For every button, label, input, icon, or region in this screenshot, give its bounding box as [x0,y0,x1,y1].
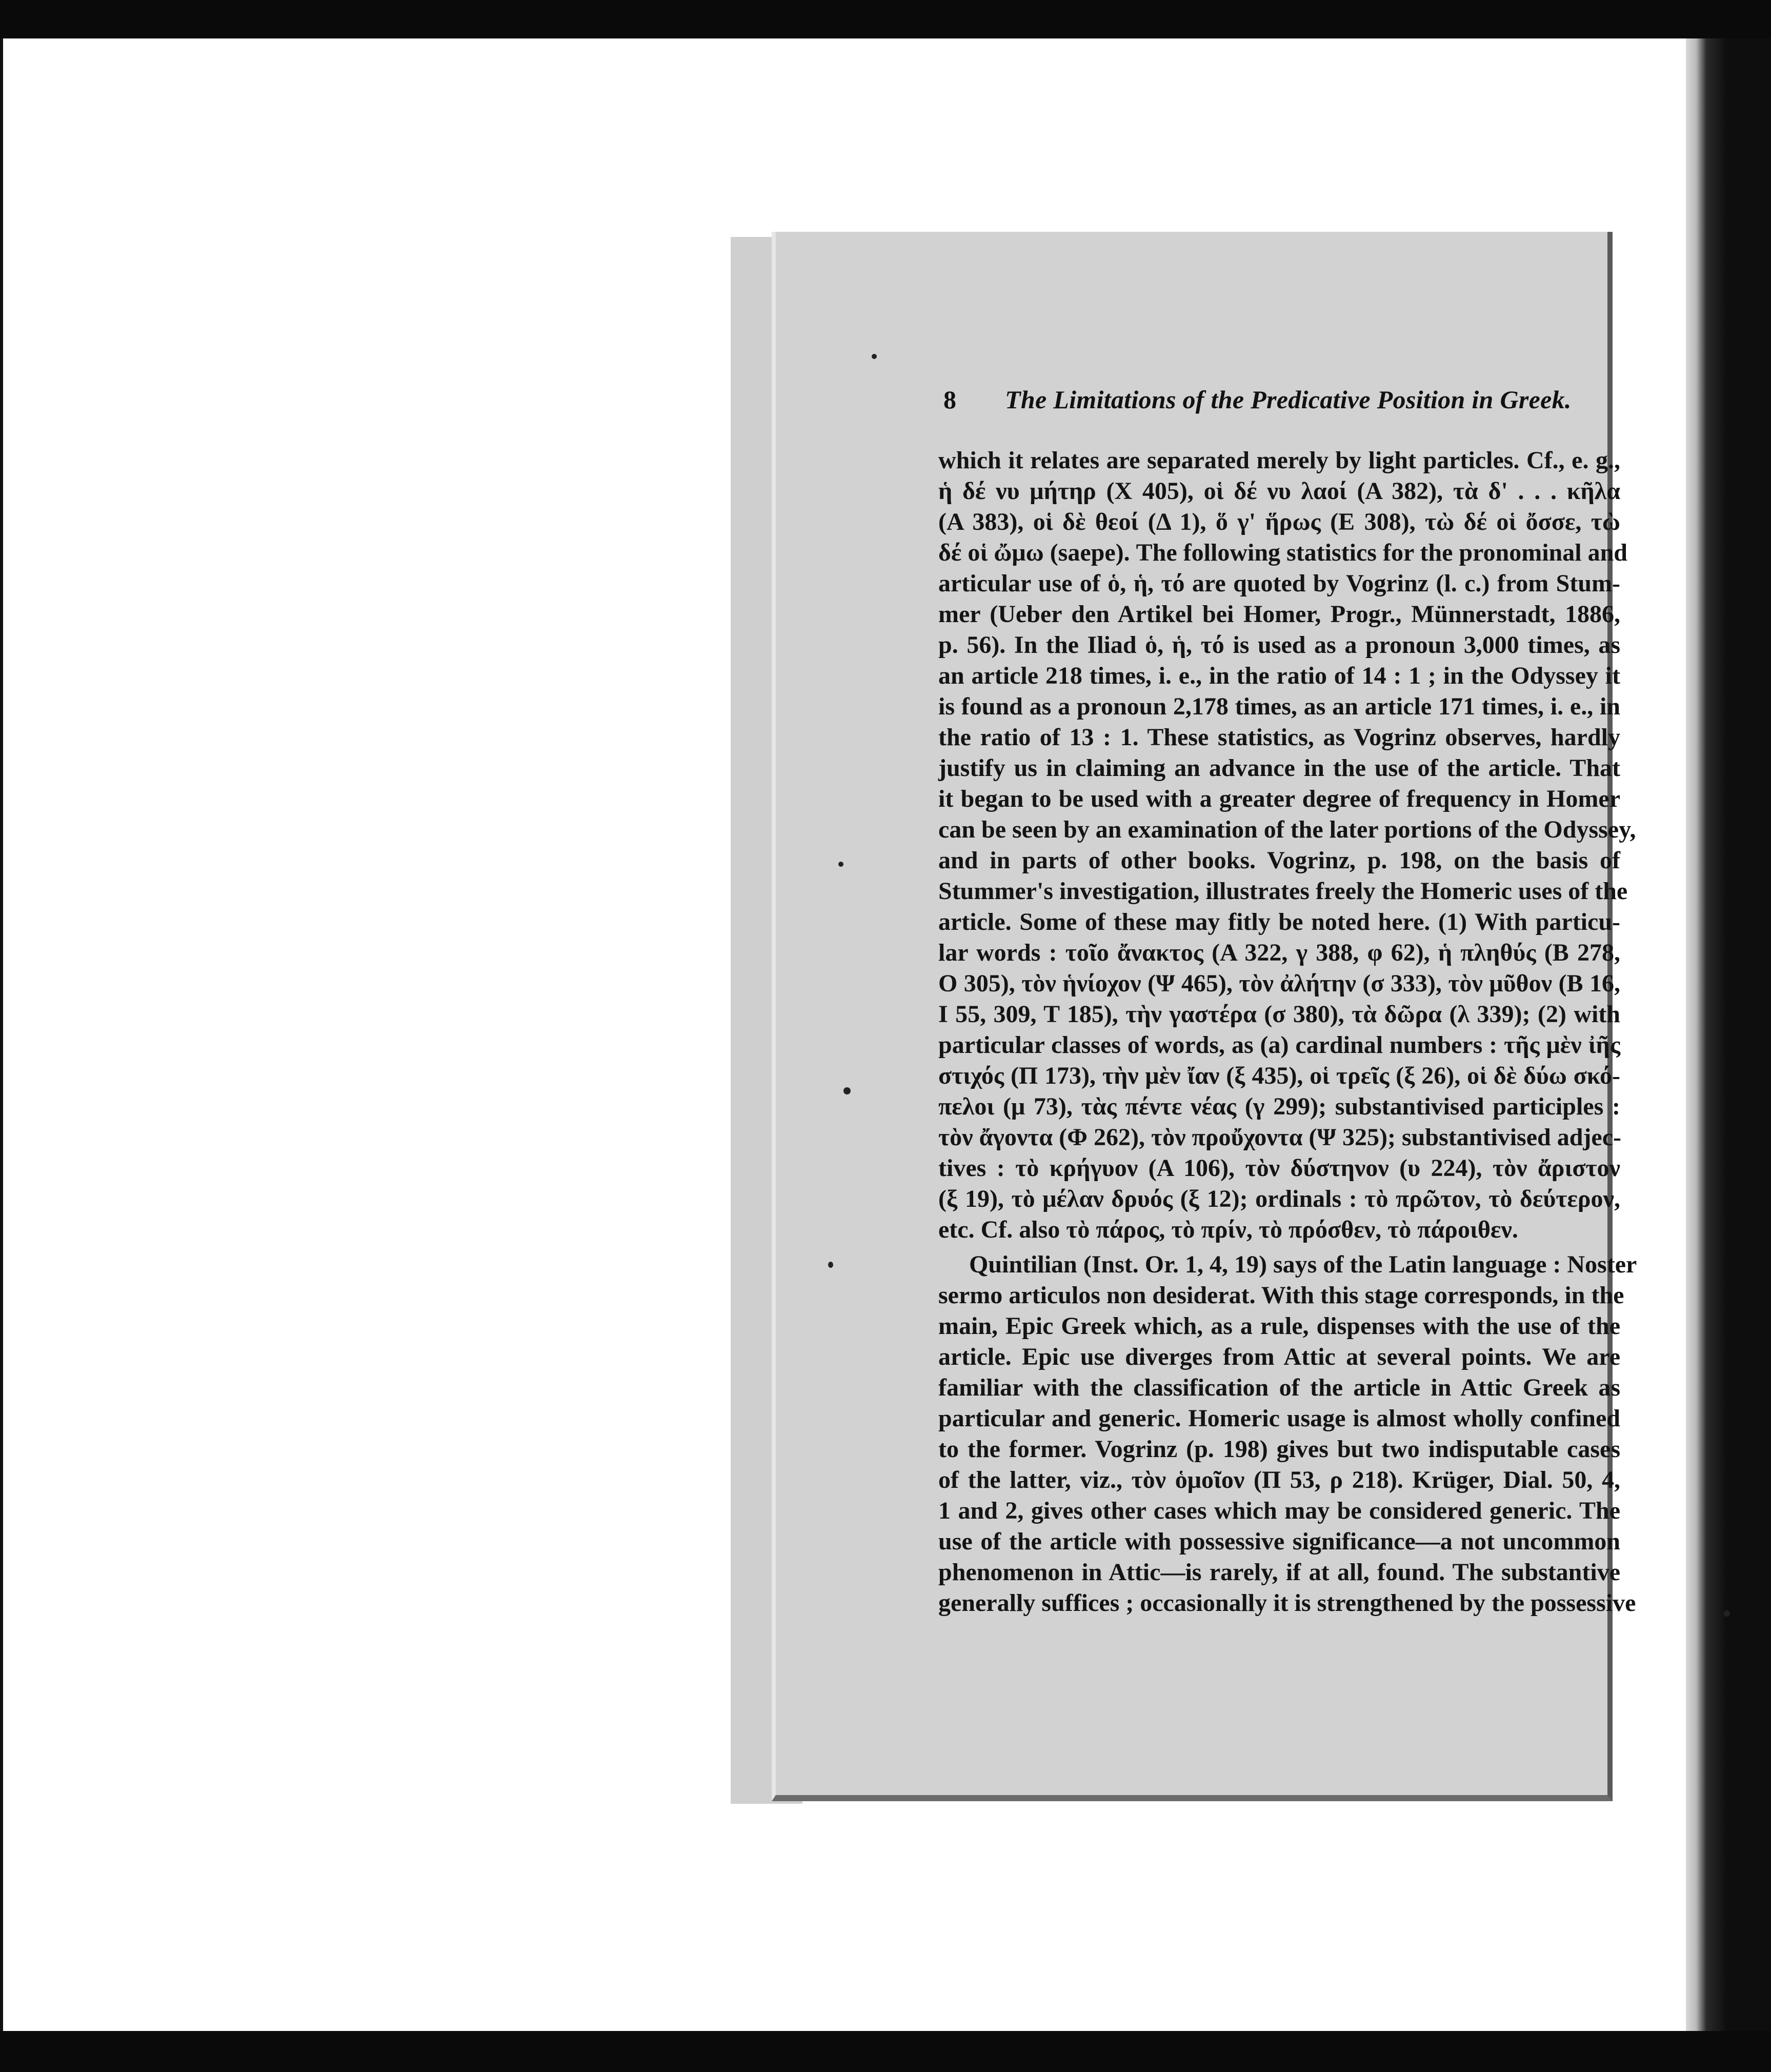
text-line: στιχός (Π 173), τὴν μὲν ἴαν (ξ 435), οἱ τρεῖς (ξ 26), οἱ δὲ δύω σκό- [938,1062,1620,1089]
scan-border-right [1686,38,1771,2031]
body-text [938,445,1637,1619]
text-line: justify us in claiming an advance in the use of the article. That [938,754,1620,782]
text-line: δέ οἱ ὤμω (saepe). The following statistics for the pronominal and [938,539,1627,566]
page-number: 8 [943,385,956,414]
text-line: of the latter, viz., τὸν ὁμοῖον (Π 53, ρ 218). Krüger, Dial. 50, 4, [938,1466,1620,1493]
text-line: phenomenon in Attic—is rarely, if at all, found. The substantive [938,1559,1620,1586]
text-line: main, Epic Greek which, as a rule, dispenses with the use of the [938,1312,1620,1340]
text-line: article. Some of these may fitly be noted here. (1) With particu- [938,908,1620,935]
text-line: particular and generic. Homeric usage is almost wholly confined [938,1405,1620,1432]
running-title: The Limitations of the Predicative Position in Greek. [1005,385,1572,414]
text-line: articular use of ὁ, ἡ, τό are quoted by Vogrinz (l. c.) from Stum- [938,570,1620,597]
text-line: πελοι (μ 73), τὰς πέντε νέας (γ 299); substantivised participles : [938,1093,1620,1120]
text-line: to the former. Vogrinz (p. 198) gives but two indisputable cases [938,1436,1620,1463]
text-line: p. 56). In the Iliad ὁ, ἡ, τό is used as a pronoun 3,000 times, as [938,631,1620,659]
paragraph-1 [938,445,1636,1245]
scan-speck [828,1262,833,1268]
text-line: generally suffices ; occasionally it is strengthened by the possessive [938,1589,1636,1617]
text-line: the ratio of 13 : 1. These statistics, as Vogrinz observes, hardly [938,724,1620,751]
scan-speck [872,354,877,359]
text-line: can be seen by an examination of the later portions of the Odyssey, [938,816,1636,843]
text-line: is found as a pronoun 2,178 times, as an article 171 times, i. e., in [938,693,1620,720]
text-line: and in parts of other books. Vogrinz, p. 198, on the basis of [938,847,1620,874]
running-head [943,385,1572,415]
text-line: particular classes of words, as (a) cardinal numbers : τῆς μὲν ἰῆς [938,1031,1620,1059]
text-line: Quintilian (Inst. Or. 1, 4, 19) says of the Latin language : Noster [969,1251,1637,1278]
text-line: sermo articulos non desiderat. With this stage corresponds, in the [938,1282,1624,1309]
text-line: tives : τὸ κρήγυον (A 106), τὸν δύστηνον (υ 224), τὸν ἄριστον [938,1154,1620,1182]
text-line: lar words : τοῖο ἄνακτος (A 322, γ 388, φ 62), ἡ πληθύς (B 278, [938,939,1620,966]
text-line: Stummer's investigation, illustrates freely the Homeric uses of the [938,878,1628,905]
text-line: I 55, 309, T 185), τὴν γαστέρα (σ 380), τὰ δῶρα (λ 339); (2) with [938,1001,1620,1028]
text-line: familiar with the classification of the article in Attic Greek as [938,1374,1620,1401]
text-line: article. Epic use diverges from Attic at several points. We are [938,1343,1620,1370]
text-line: which it relates are separated merely by light particles. Cf., e. g., [938,447,1620,474]
paragraph-2 [938,1249,1637,1619]
text-line: O 305), τὸν ἡνίοχον (Ψ 465), τὸν ἀλήτην (σ 333), τὸν μῦθον (B 16, [938,970,1620,997]
text-line: an article 218 times, i. e., in the ratio of 14 : 1 ; in the Odyssey it [938,662,1620,689]
scan-border-top [0,0,1771,38]
text-line: (A 383), οἱ δὲ θεοί (Δ 1), ὅ γ' ἥρως (E 308), τὼ δέ οἱ ὄσσε, τὼ [938,508,1620,535]
text-line: (ξ 19), τὸ μέλαν δρυός (ξ 12); ordinals : τὸ πρῶτον, τὸ δεύτερον, [938,1185,1620,1212]
text-line: 1 and 2, gives other cases which may be considered generic. The [938,1497,1620,1524]
text-line: etc. Cf. also τὸ πάρος, τὸ πρίν, τὸ πρόσθεν, τὸ πάροιθεν. [938,1216,1518,1243]
scan-speck [838,862,843,867]
scan-speck [843,1087,851,1094]
text-line: it began to be used with a greater degree of frequency in Homer [938,785,1620,812]
scan-border-bottom [0,2031,1771,2072]
scan-speck [1724,1610,1730,1617]
text-line: use of the article with possessive significance—a not uncommon [938,1528,1620,1555]
scan-border-left [0,38,3,2031]
text-line: τὸν ἄγοντα (Φ 262), τὸν προὔχοντα (Ψ 325); substantivised adjec- [938,1124,1621,1151]
text-line: ἡ δέ νυ μήτηρ (X 405), οἱ δέ νυ λαοί (A 382), τὰ δ' . . . κῆλα [938,477,1620,505]
text-line: mer (Ueber den Artikel bei Homer, Progr., Münnerstadt, 1886, [938,601,1620,628]
